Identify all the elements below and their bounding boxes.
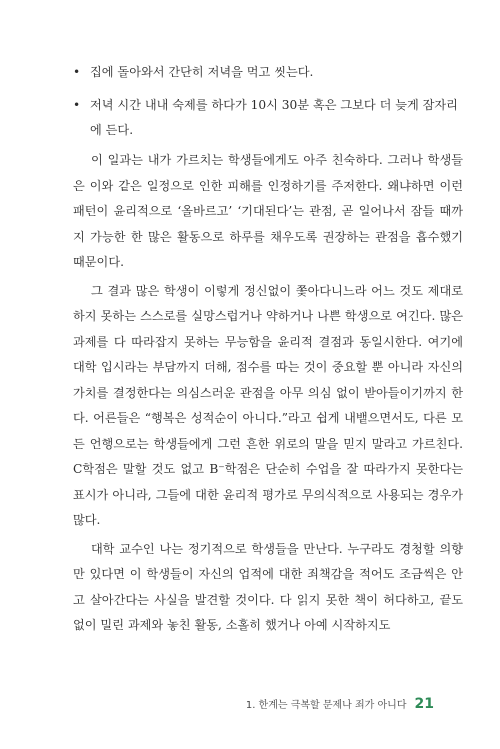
bullet-text: 저녁 시간 내내 숙제를 하다가 10시 30분 혹은 그보다 더 늦게 잠자리에 든다.	[90, 98, 458, 137]
paragraph: 이 일과는 내가 가르치는 학생들에게도 아주 친숙하다. 그러나 학생들은 이와 같은 일정으로 인한 피해를 인정하기를 주저한다. 왜냐하면 이런 패턴이 윤리적으로 ‘올바르고’ ‘기대된다’는 관점, 곧 일어나서 잠들 때까지 가능한 한 많은 활동으로 하루를 채우도록 권장하는 관점을 흡수했기 때문이다.	[73, 153, 463, 269]
bullet-list	[73, 60, 463, 143]
bullet-text: 집에 돌아와서 간단히 저녁을 먹고 씻는다.	[90, 65, 314, 79]
page-number: 21	[414, 696, 434, 712]
running-head: 1. 한계는 극복할 문제나 죄가 아니다	[245, 700, 407, 711]
bullet-item	[73, 60, 463, 85]
page-footer	[246, 696, 434, 712]
bullet-item	[73, 93, 463, 143]
body-text	[73, 148, 463, 639]
paragraph: 대학 교수인 나는 정기적으로 학생들을 만난다. 누구라도 경청할 의향만 있다면 이 학생들이 자신의 업적에 대한 죄책감을 적어도 조금씩은 안고 살아간다는 사실을 발견할 것이다. 다 읽지 못한 책이 허다하고, 끝도 없이 밀린 과제와 놓친 활동, 소홀히 했거나 아예 시작하지도	[73, 541, 463, 632]
bullet-marker: •	[73, 98, 81, 112]
bullet-marker: •	[73, 65, 81, 79]
paragraph: 그 결과 많은 학생이 이렇게 정신없이 쫓아다니느라 어느 것도 제대로 하지 못하는 스스로를 실망스럽거나 약하거나 나쁜 학생으로 여긴다. 많은 과제를 다 따라잡지 못하는 무능함을 윤리적 결점과 동일시한다. 여기에 대학 입시라는 부담까지 더해, 점수를 따는 것이 중요할 뿐 아니라 자신의 가치를 결정한다는 의심스러운 관점을 아무 의심 없이 받아들이기까지 한다. 어른들은 “행복은 성적순이 아니다.”라고 쉽게 내뱉으면서도, 다른 모든 언행으로는 학생들에게 그런 흔한 위로의 말을 믿지 말라고 가르친다. C학점은 말할 것도 없고 B⁻학점은 단순히 수업을 잘 따라가지 못한다는 표시가 아니라, 그들에 대한 윤리적 평가로 무의식적으로 사용되는 경우가 많다.	[73, 283, 463, 527]
